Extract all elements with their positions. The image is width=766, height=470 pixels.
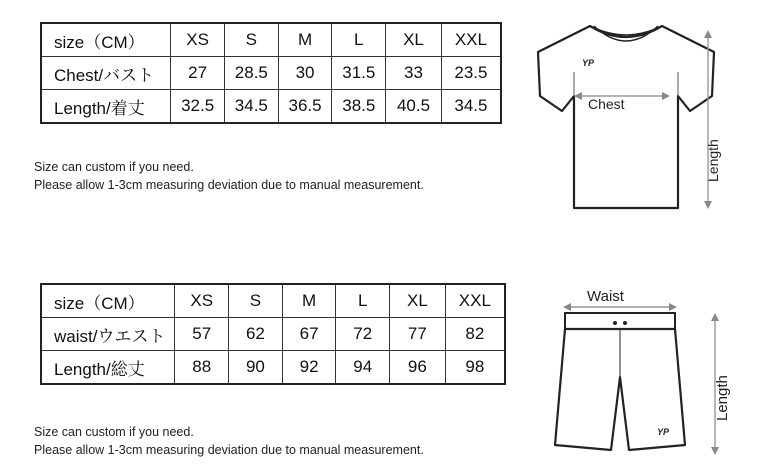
table-cell: 38.5: [332, 90, 386, 124]
size-xl-header: XL: [386, 23, 442, 57]
table-row: [41, 351, 505, 385]
length-label: Length: [714, 375, 731, 421]
size-header-cell: size（CM）: [41, 284, 175, 318]
table-cell: 82: [445, 318, 505, 351]
table-cell: 27: [171, 57, 225, 90]
t-shirt-icon: [530, 12, 730, 217]
brand-logo: YP: [582, 58, 595, 68]
table-cell: 88: [175, 351, 229, 385]
table-cell: 67: [282, 318, 336, 351]
size-s-header: S: [224, 23, 278, 57]
table-cell: 36.5: [278, 90, 332, 124]
size-xs-header: XS: [171, 23, 225, 57]
table-header-row: [41, 284, 505, 318]
table-cell: 33: [386, 57, 442, 90]
length-row-label: Length/総丈: [41, 351, 175, 385]
shirt-size-table: [40, 22, 502, 124]
table-cell: 72: [336, 318, 390, 351]
table-cell: 94: [336, 351, 390, 385]
brand-logo: YP: [657, 427, 670, 437]
table-cell: 34.5: [441, 90, 501, 124]
shorts-size-table: [40, 283, 506, 385]
size-l-header: L: [336, 284, 390, 318]
chest-row-label: Chest/バスト: [41, 57, 171, 90]
table-cell: 77: [390, 318, 446, 351]
size-xxl-header: XXL: [441, 23, 501, 57]
size-l-header: L: [332, 23, 386, 57]
shirt-size-note: [34, 158, 424, 194]
note-line: Please allow 1-3cm measuring deviation due to manual measurement.: [34, 443, 424, 457]
table-cell: 90: [229, 351, 283, 385]
table-cell: 32.5: [171, 90, 225, 124]
table-cell: 92: [282, 351, 336, 385]
table-cell: 62: [229, 318, 283, 351]
table-cell: 23.5: [441, 57, 501, 90]
size-xl-header: XL: [390, 284, 446, 318]
table-row: [41, 57, 501, 90]
length-row-label: Length/着丈: [41, 90, 171, 124]
waist-row-label: waist/ウエスト: [41, 318, 175, 351]
note-line: Size can custom if you need.: [34, 160, 194, 174]
table-cell: 30: [278, 57, 332, 90]
size-m-header: M: [282, 284, 336, 318]
table-cell: 34.5: [224, 90, 278, 124]
shorts-size-note: [34, 423, 424, 459]
chest-label: Chest: [588, 96, 625, 112]
size-s-header: S: [229, 284, 283, 318]
table-cell: 57: [175, 318, 229, 351]
table-header-row: [41, 23, 501, 57]
size-xs-header: XS: [175, 284, 229, 318]
table-row: [41, 318, 505, 351]
table-cell: 96: [390, 351, 446, 385]
table-cell: 40.5: [386, 90, 442, 124]
table-cell: 31.5: [332, 57, 386, 90]
note-line: Size can custom if you need.: [34, 425, 194, 439]
note-line: Please allow 1-3cm measuring deviation due to manual measurement.: [34, 178, 424, 192]
shorts-icon: [545, 285, 745, 465]
waist-label: Waist: [587, 288, 624, 305]
table-cell: 28.5: [224, 57, 278, 90]
table-cell: 98: [445, 351, 505, 385]
length-label: Length: [705, 139, 721, 182]
size-xxl-header: XXL: [445, 284, 505, 318]
size-header-cell: size（CM）: [41, 23, 171, 57]
size-m-header: M: [278, 23, 332, 57]
table-row: [41, 90, 501, 124]
